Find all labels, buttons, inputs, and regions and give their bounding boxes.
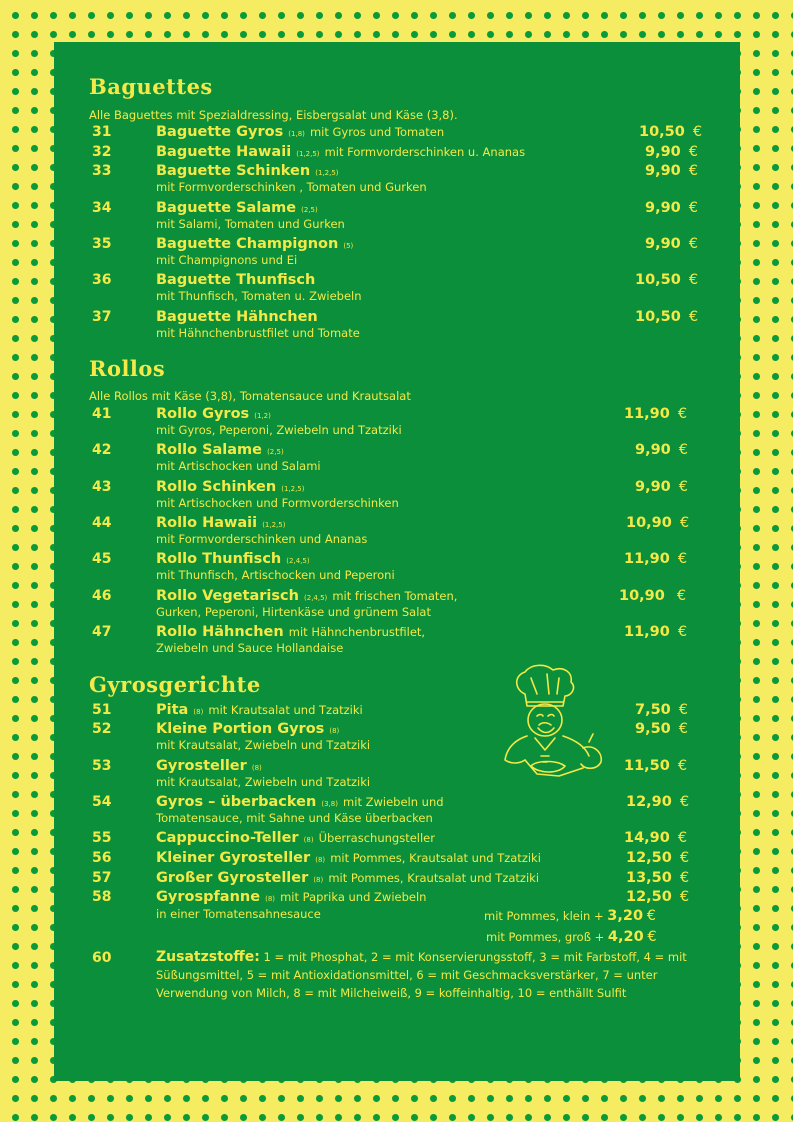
menu-item [89,236,729,272]
additives-number: 60 [92,950,112,966]
item-price: 10,50 € [635,272,699,288]
item-number: 35 [92,236,112,252]
item-price: 9,90 € [645,200,699,216]
item-name: Gyrospfanne (8) mit Paprika und Zwiebeln [156,889,427,905]
item-name: Baguette Hähnchen [156,309,318,325]
item-number: 46 [92,588,112,604]
item-number: 41 [92,406,112,422]
item-name: Rollo Hähnchen mit Hähnchenbrustfilet, [156,624,426,640]
menu-item [89,758,729,794]
item-number: 58 [92,889,112,905]
item-name: Rollo Schinken (1,2,5) [156,479,305,495]
item-price: 10,50 € [635,309,699,325]
item-number: 47 [92,624,112,640]
menu-item [89,721,729,757]
menu-item [89,479,729,515]
item-name: Baguette Schinken (1,2,5) [156,163,339,179]
item-price: 14,90 € [624,830,688,846]
item-description: mit Formvorderschinken und Ananas [156,532,368,546]
item-number: 56 [92,850,112,866]
menu-item [89,309,729,345]
item-number: 43 [92,479,112,495]
item-name: Kleine Portion Gyros (8) [156,721,340,737]
section-intro-rollos: Alle Rollos mit Käse (3,8), Tomatensauce und Krautsalat [89,389,411,403]
menu-item [89,794,729,830]
item-name: Rollo Hawaii (1,2,5) [156,515,286,531]
item-name: Baguette Hawaii (1,2,5) mit Formvorderschinken u. Ananas [156,144,526,160]
item-name: Baguette Salame (2,5) [156,200,318,216]
item-price: 9,90 € [635,442,689,458]
section-title-baguettes: Baguettes [89,74,213,99]
item-description: Tomatensauce, mit Sahne und Käse überbacken [156,811,433,825]
item-name: Pita (8) mit Krautsalat und Tzatziki [156,702,363,718]
item-number: 52 [92,721,112,737]
item-price: 12,50 € [626,850,690,866]
item-description: in einer Tomatensahnesauce [156,907,321,921]
menu-item [89,515,729,551]
item-number: 45 [92,551,112,567]
item-name: Rollo Vegetarisch (2,4,5) mit frischen Tomaten, [156,588,458,604]
item-number: 34 [92,200,112,216]
item-description: mit Hähnchenbrustfilet und Tomate [156,326,360,340]
item-price: 13,50 € [626,870,690,886]
menu-panel [54,42,740,1081]
item-price: 9,50 € [635,721,689,737]
item-description: mit Artischocken und Salami [156,459,321,473]
extra-option: mit Pommes, groß + 4,20 € [486,929,657,945]
item-number: 54 [92,794,112,810]
item-name: Rollo Salame (2,5) [156,442,284,458]
extra-option: mit Pommes, klein + 3,20 € [484,908,656,924]
item-description: Zwiebeln und Sauce Hollandaise [156,641,344,655]
item-name: Kleiner Gyrosteller (8) mit Pommes, Krautsalat und Tzatziki [156,850,541,866]
item-name: Rollo Gyros (1,2) [156,406,271,422]
section-title-rollos: Rollos [89,356,166,381]
item-price: 11,90 € [624,551,688,567]
item-description: mit Krautsalat, Zwiebeln und Tzatziki [156,775,371,789]
item-price: 9,90 € [645,144,699,160]
item-number: 44 [92,515,112,531]
item-number: 33 [92,163,112,179]
item-price: 11,90 € [624,624,688,640]
item-number: 42 [92,442,112,458]
item-description: mit Gyros, Peperoni, Zwiebeln und Tzatziki [156,423,402,437]
menu-item [89,200,729,236]
item-number: 37 [92,309,112,325]
item-price: 9,90 € [635,479,689,495]
menu-item [89,442,729,478]
item-name: Baguette Gyros (1,8) mit Gyros und Tomaten [156,124,445,140]
item-number: 32 [92,144,112,160]
chef-illustration [497,664,609,782]
section-title-gyros: Gyrosgerichte [89,672,261,697]
item-description: mit Thunfisch, Artischocken und Peperoni [156,568,395,582]
item-name: Großer Gyrosteller (8) mit Pommes, Krautsalat und Tzatziki [156,870,540,886]
item-price: 7,50 € [635,702,689,718]
item-number: 51 [92,702,112,718]
menu-item [89,588,729,624]
menu-item [89,406,729,442]
item-description: mit Krautsalat, Zwiebeln und Tzatziki [156,738,371,752]
item-name: Cappuccino-Teller (8) Überraschungsteller [156,830,435,846]
item-price: 10,90 € [619,588,687,604]
additives-note: Zusatzstoffe: 1 = mit Phosphat, 2 = mit Konservierungsstoff, 3 = mit Farbstoff, 4 = mit Süßungsmittel, 5 = mit Antioxidationsmittel, 6 = mit Geschmacksverstärker, 7 = unter Verwendung von Milch, 8 = mit Milcheiweiß, 9 = koffeinhaltig, 10 = enthällt Sulfit [156,949,687,1000]
item-number: 53 [92,758,112,774]
item-price: 9,90 € [645,163,699,179]
item-price: 11,90 € [624,406,688,422]
menu-item [89,163,729,199]
menu-item [89,624,729,660]
item-name: Gyros – überbacken (3,8) mit Zwiebeln und [156,794,444,810]
item-price: 12,50 € [626,889,690,905]
section-intro-baguettes: Alle Baguettes mit Spezialdressing, Eisbergsalat und Käse (3,8). [89,108,458,122]
item-name: Baguette Champignon (5) [156,236,354,252]
item-number: 36 [92,272,112,288]
item-number: 57 [92,870,112,886]
item-description: mit Salami, Tomaten und Gurken [156,217,345,231]
item-number: 55 [92,830,112,846]
item-price: 12,90 € [626,794,690,810]
item-price: 9,90 € [645,236,699,252]
item-name: Gyrosteller (8) [156,758,262,774]
item-price: 10,50 € [639,124,703,140]
item-number: 31 [92,124,112,140]
menu-item [89,551,729,587]
item-description: Gurken, Peperoni, Hirtenkäse und grünem Salat [156,605,431,619]
item-price: 10,90 € [626,515,690,531]
item-description: mit Artischocken und Formvorderschinken [156,496,399,510]
item-name: Rollo Thunfisch (2,4,5) [156,551,310,567]
item-description: mit Thunfisch, Tomaten u. Zwiebeln [156,289,362,303]
item-description: mit Formvorderschinken , Tomaten und Gurken [156,180,427,194]
menu-item [89,272,729,308]
item-name: Baguette Thunfisch [156,272,316,288]
item-description: mit Champignons und Ei [156,253,298,267]
item-price: 11,50 € [624,758,688,774]
